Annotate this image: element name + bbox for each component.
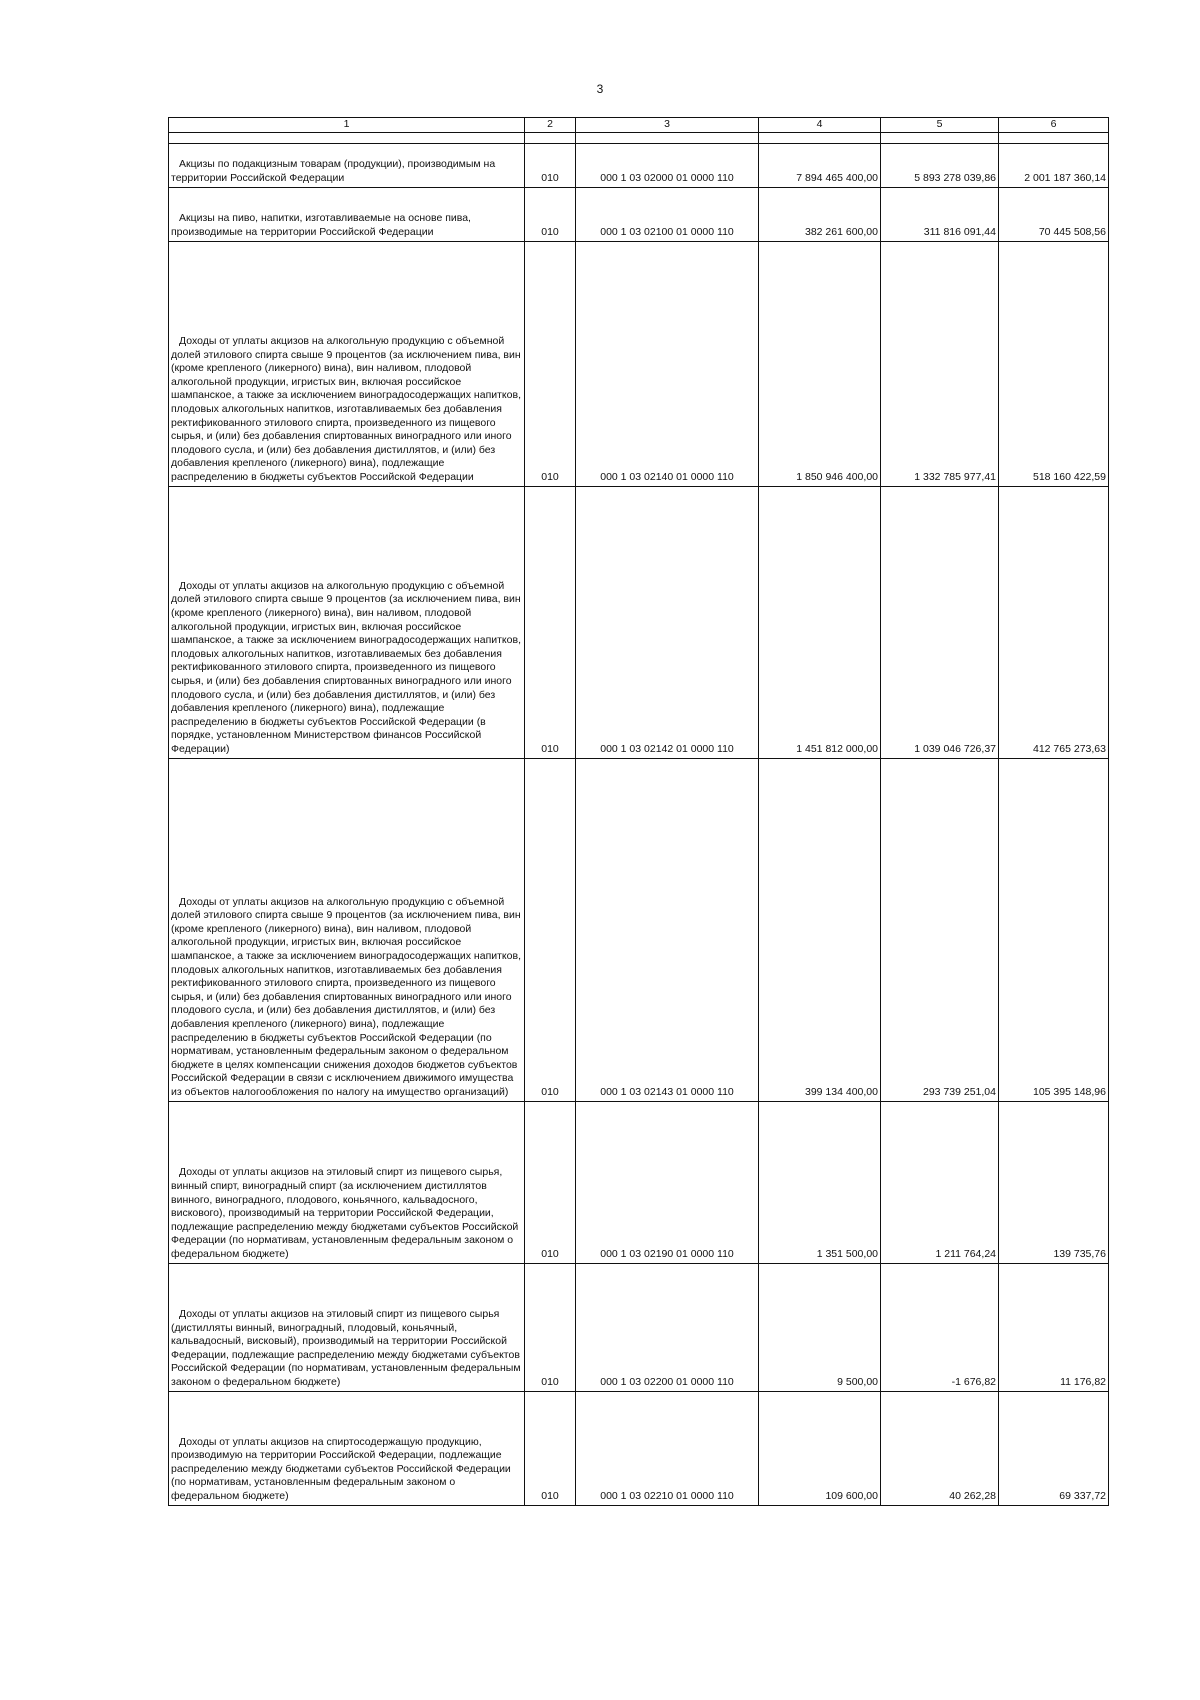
page-number: 3 (596, 82, 604, 96)
row-budget-code: 000 1 03 02143 01 0000 110 (576, 758, 759, 1101)
spacer-cell (999, 132, 1109, 143)
row-line-code: 010 (525, 1101, 576, 1263)
row-description: Доходы от уплаты акцизов на алкогольную продукцию с объемной долей этилового спирта свыше 9 процентов (за исключением пива, вин (кроме крепленого (ликерного) вина), вин наливом, плодовой алкогольной продукции, игристых вин, включая российское шампанское, а также за исключением виноградосодержащих напитков, плодовых алкогольных напитков, изготавливаемых без добавления ректификованного этилового спирта, произведенного из пищевого сырья, и (или) без добавления спиртованных виноградного или иного плодового сусла, и (или) без добавления дистиллятов, и (или) без добавления крепленого (ликерного) вина), подлежащие распределению в бюджеты субъектов Российской Федерации (по нормативам, установленным федеральным законом о федеральном бюджете в целях компенсации снижения доходов бюджетов субъектов Российской Федерации в связи с исключением движимого имущества из объектов налогообложения по налогу на имущество организаций) (169, 758, 525, 1101)
row-line-code: 010 (525, 758, 576, 1101)
table-row (169, 1391, 1109, 1505)
row-unexecuted-amount: 139 735,76 (999, 1101, 1109, 1263)
spacer-cell (881, 132, 999, 143)
row-unexecuted-amount: 518 160 422,59 (999, 241, 1109, 486)
table-row (169, 143, 1109, 187)
table-row (169, 1101, 1109, 1263)
row-unexecuted-amount: 105 395 148,96 (999, 758, 1109, 1101)
row-approved-amount: 399 134 400,00 (759, 758, 881, 1101)
table-row (169, 187, 1109, 241)
row-executed-amount: 311 816 091,44 (881, 187, 999, 241)
spacer-cell (576, 132, 759, 143)
column-number-3: 3 (576, 118, 759, 133)
column-number-2: 2 (525, 118, 576, 133)
row-budget-code: 000 1 03 02200 01 0000 110 (576, 1263, 759, 1391)
column-number-5: 5 (881, 118, 999, 133)
row-budget-code: 000 1 03 02100 01 0000 110 (576, 187, 759, 241)
row-description: Доходы от уплаты акцизов на этиловый спирт из пищевого сырья (дистилляты винный, виноградный, плодовый, коньячный, кальвадосный, висковый), производимый на территории Российской Федерации, подлежащие распределению между бюджетами субъектов Российской Федерации (по нормативам, установленным федеральным законом о федеральном бюджете) (169, 1263, 525, 1391)
table-row (169, 758, 1109, 1101)
row-unexecuted-amount: 70 445 508,56 (999, 187, 1109, 241)
column-number-1: 1 (169, 118, 525, 133)
row-line-code: 010 (525, 241, 576, 486)
row-executed-amount: 40 262,28 (881, 1391, 999, 1505)
column-number-6: 6 (999, 118, 1109, 133)
row-line-code: 010 (525, 187, 576, 241)
table-row (169, 1263, 1109, 1391)
row-approved-amount: 1 451 812 000,00 (759, 486, 881, 758)
row-description: Акцизы по подакцизным товарам (продукции), производимым на территории Российской Федерации (169, 143, 525, 187)
row-budget-code: 000 1 03 02210 01 0000 110 (576, 1391, 759, 1505)
row-executed-amount: -1 676,82 (881, 1263, 999, 1391)
spacer-cell (525, 132, 576, 143)
header-spacer-row (169, 132, 1109, 143)
row-budget-code: 000 1 03 02142 01 0000 110 (576, 486, 759, 758)
row-executed-amount: 293 739 251,04 (881, 758, 999, 1101)
spacer-cell (759, 132, 881, 143)
row-description: Доходы от уплаты акцизов на алкогольную продукцию с объемной долей этилового спирта свыше 9 процентов (за исключением пива, вин (кроме крепленого (ликерного) вина), вин наливом, плодовой алкогольной продукции, игристых вин, включая российское шампанское, а также за исключением виноградосодержащих напитков, плодовых алкогольных напитков, изготавливаемых без добавления ректификованного этилового спирта, произведенного из пищевого сырья, и (или) без добавления спиртованных виноградного или иного плодового сусла, и (или) без добавления дистиллятов, и (или) без добавления крепленого (ликерного) вина), подлежащие распределению в бюджеты субъектов Российской Федерации (169, 241, 525, 486)
row-unexecuted-amount: 11 176,82 (999, 1263, 1109, 1391)
row-approved-amount: 7 894 465 400,00 (759, 143, 881, 187)
row-unexecuted-amount: 412 765 273,63 (999, 486, 1109, 758)
row-approved-amount: 1 850 946 400,00 (759, 241, 881, 486)
row-line-code: 010 (525, 1391, 576, 1505)
table-header (169, 118, 1109, 144)
row-description: Доходы от уплаты акцизов на спиртосодержащую продукцию, производимую на территории Российской Федерации, подлежащие распределению между бюджетами субъектов Российской Федерации (по нормативам, установленным федеральным законом о федеральном бюджете) (169, 1391, 525, 1505)
table-row (169, 241, 1109, 486)
row-budget-code: 000 1 03 02140 01 0000 110 (576, 241, 759, 486)
revenue-table (168, 117, 1109, 1506)
table-body (169, 143, 1109, 1505)
row-line-code: 010 (525, 1263, 576, 1391)
row-approved-amount: 109 600,00 (759, 1391, 881, 1505)
table-row (169, 486, 1109, 758)
row-line-code: 010 (525, 143, 576, 187)
row-approved-amount: 1 351 500,00 (759, 1101, 881, 1263)
row-line-code: 010 (525, 486, 576, 758)
header-row (169, 118, 1109, 133)
row-approved-amount: 382 261 600,00 (759, 187, 881, 241)
row-executed-amount: 1 039 046 726,37 (881, 486, 999, 758)
row-approved-amount: 9 500,00 (759, 1263, 881, 1391)
row-unexecuted-amount: 69 337,72 (999, 1391, 1109, 1505)
row-budget-code: 000 1 03 02190 01 0000 110 (576, 1101, 759, 1263)
row-executed-amount: 1 332 785 977,41 (881, 241, 999, 486)
spacer-cell (169, 132, 525, 143)
column-number-4: 4 (759, 118, 881, 133)
row-unexecuted-amount: 2 001 187 360,14 (999, 143, 1109, 187)
row-description: Доходы от уплаты акцизов на этиловый спирт из пищевого сырья, винный спирт, виноградный спирт (за исключением дистиллятов винного, виноградного, плодового, коньячного, кальвадосного, вискового), производимый на территории Российской Федерации, подлежащие распределению между бюджетами субъектов Российской Федерации (по нормативам, установленным федеральным законом о федеральном бюджете) (169, 1101, 525, 1263)
row-budget-code: 000 1 03 02000 01 0000 110 (576, 143, 759, 187)
row-executed-amount: 1 211 764,24 (881, 1101, 999, 1263)
row-executed-amount: 5 893 278 039,86 (881, 143, 999, 187)
row-description: Доходы от уплаты акцизов на алкогольную продукцию с объемной долей этилового спирта свыше 9 процентов (за исключением пива, вин (кроме крепленого (ликерного) вина), вин наливом, плодовой алкогольной продукции, игристых вин, включая российское шампанское, а также за исключением виноградосодержащих напитков, плодовых алкогольных напитков, изготавливаемых без добавления ректификованного этилового спирта, произведенного из пищевого сырья, и (или) без добавления спиртованных виноградного или иного плодового сусла, и (или) без добавления дистиллятов, и (или) без добавления крепленого (ликерного) вина), подлежащие распределению в бюджеты субъектов Российской Федерации (в порядке, установленном Министерством финансов Российской Федерации) (169, 486, 525, 758)
row-description: Акцизы на пиво, напитки, изготавливаемые на основе пива, производимые на территории Российской Федерации (169, 187, 525, 241)
